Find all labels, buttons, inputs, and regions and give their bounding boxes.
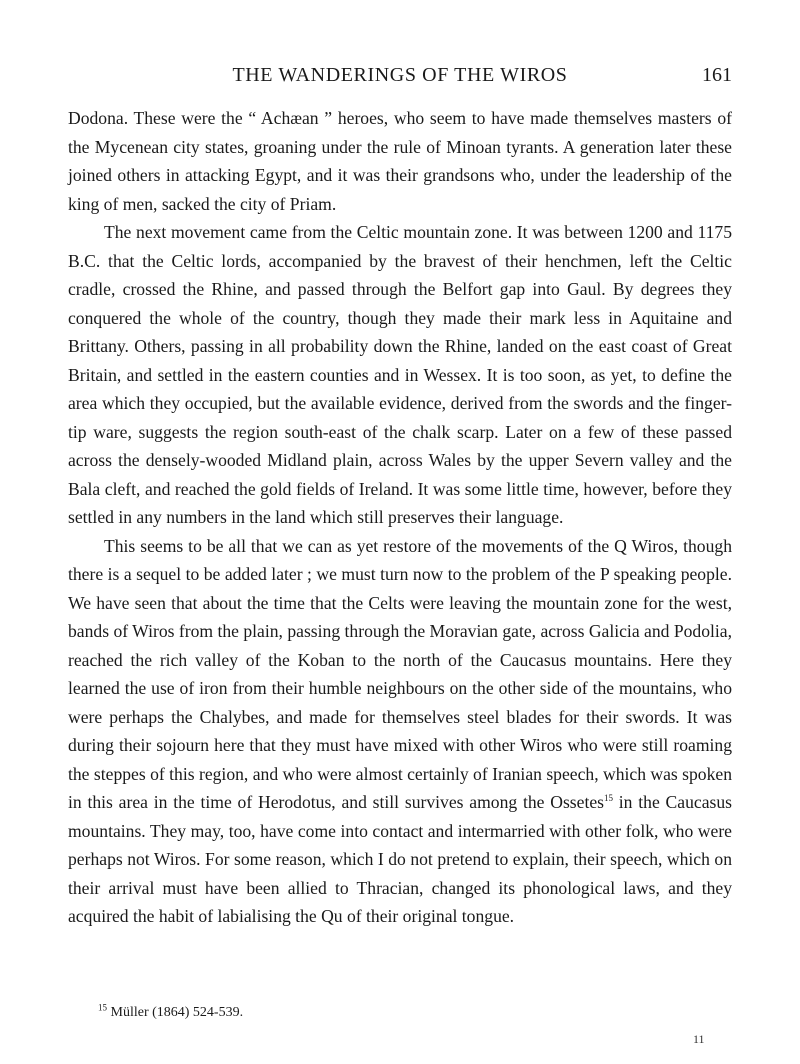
footnote-text: Müller (1864) 524-539. [110, 1005, 244, 1020]
paragraph-3-part-2: in the Caucasus mountains. They may, too, have come into contact and intermarried with other folk, who were perhaps not Wiros. For some reason, which I do not pretend to explain, their speech, which on their arrival must have been allied to Thracian, changed its phonological laws, and they acquired the habit of labialising the Qu of their original tongue. [68, 792, 732, 926]
paragraph-1: Dodona. These were the “ Achæan ” heroes, who seem to have made themselves masters of the Mycenean city states, groaning under the rule of Minoan tyrants. A generation later these joined others in attacking Egypt, and it was their grandsons who, under the leadership of the king of men, sacked the city of Priam. [68, 108, 732, 214]
running-title: THE WANDERINGS OF THE WIROS [232, 64, 568, 86]
footnote-reference[interactable]: 15 [604, 793, 613, 804]
page-number: 161 [702, 64, 732, 86]
signature-mark: 11 [693, 1032, 705, 1046]
running-head [68, 64, 732, 94]
paragraph-3-part-1: This seems to be all that we can as yet restore of the movements of the Q Wiros, though there is a sequel to be added later ; we must turn now to the problem of the P speaking people. We have seen that about the time that the Celts were leaving the mountain zone for the west, bands of Wiros from the plain, passing through the Moravian gate, across Galicia and Podolia, reached the rich valley of the Koban to the north of the Caucasus mountains. Here they learned the use of iron from their humble neighbours on the other side of the mountains, who were perhaps the Chalybes, and made for themselves steel blades for their swords. It was during their sojourn here that they must have mixed with other Wiros who were still roaming the steppes of this region, and who were almost certainly of Iranian speech, which was spoken in this area in the time of Herodotus, and still survives among the Ossetes [68, 535, 732, 812]
body-text [68, 104, 732, 931]
footnote [98, 1004, 243, 1022]
footnote-number: 15 [98, 1002, 107, 1013]
paragraph-3 [68, 532, 732, 931]
paragraph-2: The next movement came from the Celtic mountain zone. It was between 1200 and 1175 B.C. that the Celtic lords, accompanied by the bravest of their henchmen, left the Celtic cradle, crossed the Rhine, and passed through the Belfort gap into Gaul. By degrees they conquered the whole of the country, though they made their mark less in Aquitaine and Brittany. Others, passing in all probability down the Rhine, landed on the east coast of Great Britain, and settled in the eastern counties and in Wessex. It is too soon, as yet, to define the area which they occupied, but the available evidence, derived from the swords and the finger-tip ware, suggests the region south-east of the chalk scarp. Later on a few of these passed across the densely-wooded Midland plain, across Wales by the upper Severn valley and the Bala cleft, and reached the gold fields of Ireland. It was some little time, however, before they settled in any numbers in the land which still preserves their language. [68, 222, 732, 527]
